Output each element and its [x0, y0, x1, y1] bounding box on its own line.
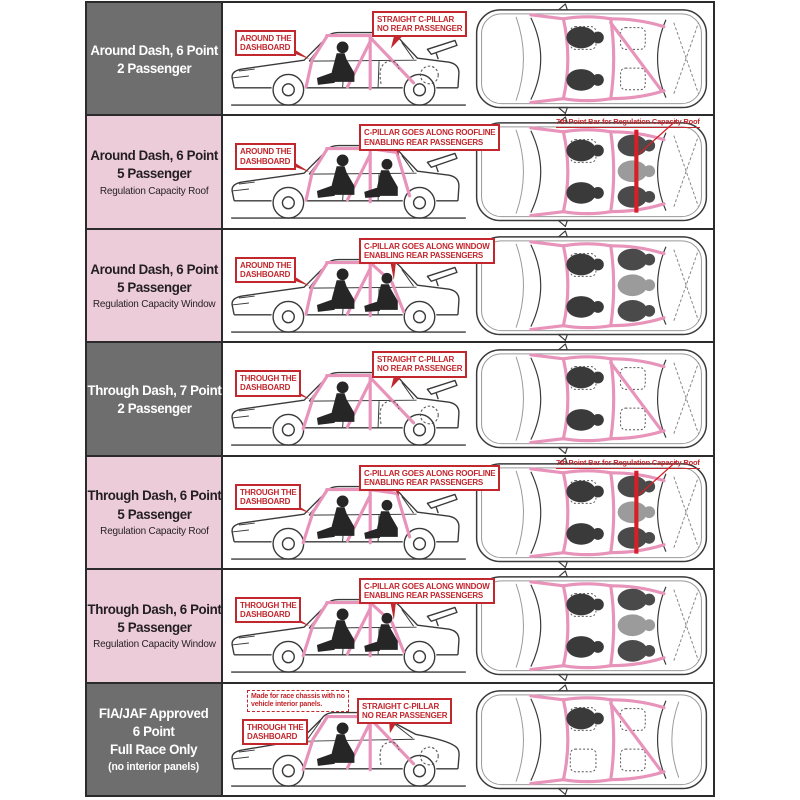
- dashboard-annotation: [242, 719, 308, 745]
- car-outline: [477, 4, 707, 113]
- config-label-cell: [87, 343, 223, 454]
- config-label-cell: [87, 457, 223, 568]
- top-view-svg: [470, 3, 713, 114]
- roll-cage: [531, 15, 664, 103]
- diagram-cell: [223, 684, 713, 795]
- config-row: [87, 457, 713, 570]
- dashboard-annotation-line2: DASHBOARD: [240, 270, 291, 280]
- config-subtitle: (no interior panels): [108, 761, 200, 774]
- diagram-cell: [223, 116, 713, 227]
- dashboard-annotation: [235, 30, 296, 56]
- car-top-view-drawing: [470, 230, 713, 341]
- config-row: [87, 116, 713, 229]
- config-title-line2: 5 Passenger: [116, 165, 192, 182]
- c-pillar-annotation: [359, 578, 495, 604]
- dashboard-annotation-line2: DASHBOARD: [247, 731, 298, 741]
- c-pillar-annotation-line1: C-PILLAR GOES ALONG WINDOW: [364, 582, 490, 592]
- race-chassis-note: [247, 690, 349, 713]
- config-row: [87, 684, 713, 795]
- config-label-text: [87, 486, 221, 538]
- c-pillar-annotation: [359, 238, 495, 264]
- dashboard-annotation: [235, 484, 301, 510]
- race-chassis-note-line1: Made for race chassis with no: [251, 692, 345, 700]
- dashboard-annotation-line2: DASHBOARD: [240, 496, 291, 506]
- config-title-line1: Through Dash, 6 Point: [87, 487, 221, 504]
- c-pillar-annotation-line2: ENABLING REAR PASSENGERS: [364, 137, 484, 147]
- config-title-line2: 5 Passenger: [116, 278, 192, 295]
- c-pillar-annotation-line1: STRAIGHT C-PILLAR: [377, 355, 455, 365]
- config-title-line1: Around Dash, 6 Point: [90, 260, 218, 277]
- config-label-cell: [87, 684, 223, 795]
- config-label-text: [90, 146, 218, 198]
- dashboard-annotation-line1: THROUGH THE: [240, 487, 297, 497]
- dashboard-annotation-line1: THROUGH THE: [247, 722, 304, 732]
- config-title-line1: FIA/JAF Approved: [99, 704, 209, 721]
- c-pillar-annotation: [359, 124, 500, 150]
- dashboard-annotation-line2: DASHBOARD: [240, 610, 291, 620]
- occupants: [566, 27, 603, 91]
- config-title-line1: Through Dash, 6 Point: [87, 600, 221, 617]
- occupants: [566, 249, 655, 322]
- rollcage-configuration-table: [85, 1, 715, 797]
- occupants: [317, 41, 354, 84]
- car-outline: [477, 458, 707, 567]
- config-label-cell: [87, 570, 223, 681]
- config-label-text: [90, 41, 218, 77]
- dashboard-annotation: [235, 143, 296, 169]
- occupants: [566, 135, 655, 208]
- config-label-text: [99, 704, 208, 775]
- dashboard-annotation: [235, 597, 301, 623]
- c-pillar-annotation-line2: NO REAR PASSENGER: [377, 24, 463, 34]
- race-chassis-note-line2: vehicle interior panels.: [251, 700, 323, 708]
- config-title-line2: 5 Passenger: [116, 505, 192, 522]
- roll-cage: [531, 355, 664, 443]
- car-outline: [477, 685, 707, 794]
- c-pillar-annotation: [357, 698, 452, 724]
- occupants: [317, 495, 398, 538]
- c-pillar-annotation-line1: STRAIGHT C-PILLAR: [362, 701, 440, 711]
- car-top-view-drawing: [470, 116, 713, 227]
- top-view-svg: [470, 684, 713, 795]
- c-pillar-annotation-line1: C-PILLAR GOES ALONG WINDOW: [364, 241, 490, 251]
- dashboard-annotation-line2: DASHBOARD: [240, 383, 291, 393]
- seventh-point-bar-note: 7th Point Bar for Regulation Capacity Roof: [556, 117, 700, 127]
- occupants: [566, 707, 603, 729]
- config-title-line2: 2 Passenger: [116, 59, 192, 76]
- occupants: [566, 589, 655, 662]
- config-label-text: [90, 260, 218, 312]
- config-row: [87, 3, 713, 116]
- dashboard-annotation: [235, 257, 296, 283]
- config-row: [87, 570, 713, 683]
- config-label-cell: [87, 116, 223, 227]
- config-title-line2: 6 Point: [133, 723, 175, 739]
- config-label-text: [87, 600, 221, 652]
- diagram-cell: [223, 457, 713, 568]
- top-view-svg: [470, 116, 713, 227]
- dashboard-annotation-line1: AROUND THE: [240, 260, 292, 270]
- c-pillar-annotation: [359, 465, 500, 491]
- config-subtitle: Regulation Capacity Window: [92, 297, 216, 310]
- config-title-line2: 2 Passenger: [116, 399, 192, 416]
- car-top-view-drawing: [470, 343, 713, 454]
- car-outline: [477, 571, 707, 680]
- c-pillar-annotation-line1: C-PILLAR GOES ALONG ROOFLINE: [364, 468, 496, 478]
- occupants: [317, 609, 398, 652]
- config-row: [87, 343, 713, 456]
- c-pillar-annotation: [372, 11, 467, 37]
- config-title-line3: Full Race Only: [110, 741, 198, 758]
- c-pillar-annotation-line2: NO REAR PASSENGER: [362, 710, 448, 720]
- config-subtitle: Regulation Capacity Roof: [99, 524, 209, 537]
- car-outline: [477, 344, 707, 453]
- top-view-svg: [470, 230, 713, 341]
- car-outline: [477, 117, 707, 226]
- dashboard-annotation-line1: THROUGH THE: [240, 374, 297, 384]
- dashboard-annotation: [235, 370, 301, 396]
- car-top-view-drawing: [470, 570, 713, 681]
- diagram-cell: [223, 3, 713, 114]
- config-title-line1: Through Dash, 7 Point: [87, 381, 221, 398]
- car-top-view-drawing: [470, 3, 713, 114]
- diagram-cell: [223, 230, 713, 341]
- occupants: [317, 155, 398, 198]
- dashboard-annotation-line1: AROUND THE: [240, 34, 292, 43]
- dashboard-annotation-line1: AROUND THE: [240, 147, 292, 157]
- config-row: [87, 230, 713, 343]
- seventh-point-bar-note: 7th Point Bar for Regulation Capacity Roof: [556, 457, 700, 467]
- car-top-view-drawing: [470, 684, 713, 795]
- car-top-view-drawing: [470, 457, 713, 568]
- config-label-cell: [87, 3, 223, 114]
- occupants: [566, 475, 655, 548]
- occupants: [317, 382, 354, 425]
- config-title-line1: Around Dash, 6 Point: [90, 147, 218, 164]
- diagram-cell: [223, 343, 713, 454]
- c-pillar-annotation-line1: STRAIGHT C-PILLAR: [377, 15, 455, 24]
- occupants: [317, 722, 354, 765]
- occupants: [566, 367, 603, 431]
- config-label-cell: [87, 230, 223, 341]
- diagram-cell: [223, 570, 713, 681]
- top-view-svg: [470, 343, 713, 454]
- dashboard-annotation-line2: DASHBOARD: [240, 156, 291, 166]
- c-pillar-annotation-line2: ENABLING REAR PASSENGERS: [364, 251, 484, 261]
- config-title-line2: 5 Passenger: [116, 619, 192, 635]
- dashboard-annotation-line1: THROUGH THE: [240, 601, 297, 611]
- config-subtitle: Regulation Capacity Window: [92, 638, 216, 651]
- c-pillar-annotation-line1: C-PILLAR GOES ALONG ROOFLINE: [364, 128, 496, 138]
- car-outline: [477, 231, 707, 340]
- dashboard-annotation-line2: DASHBOARD: [240, 43, 291, 53]
- config-title-line1: Around Dash, 6 Point: [90, 41, 218, 58]
- top-view-svg: [470, 570, 713, 681]
- occupants: [317, 268, 398, 311]
- config-label-text: [87, 381, 221, 417]
- c-pillar-annotation-line2: ENABLING REAR PASSENGERS: [364, 477, 484, 487]
- config-subtitle: Regulation Capacity Roof: [99, 184, 209, 197]
- c-pillar-annotation: [372, 351, 467, 377]
- roll-cage: [531, 695, 664, 783]
- top-view-svg: [470, 457, 713, 568]
- c-pillar-annotation-line2: ENABLING REAR PASSENGERS: [364, 591, 484, 601]
- c-pillar-annotation-line2: NO REAR PASSENGER: [377, 364, 463, 374]
